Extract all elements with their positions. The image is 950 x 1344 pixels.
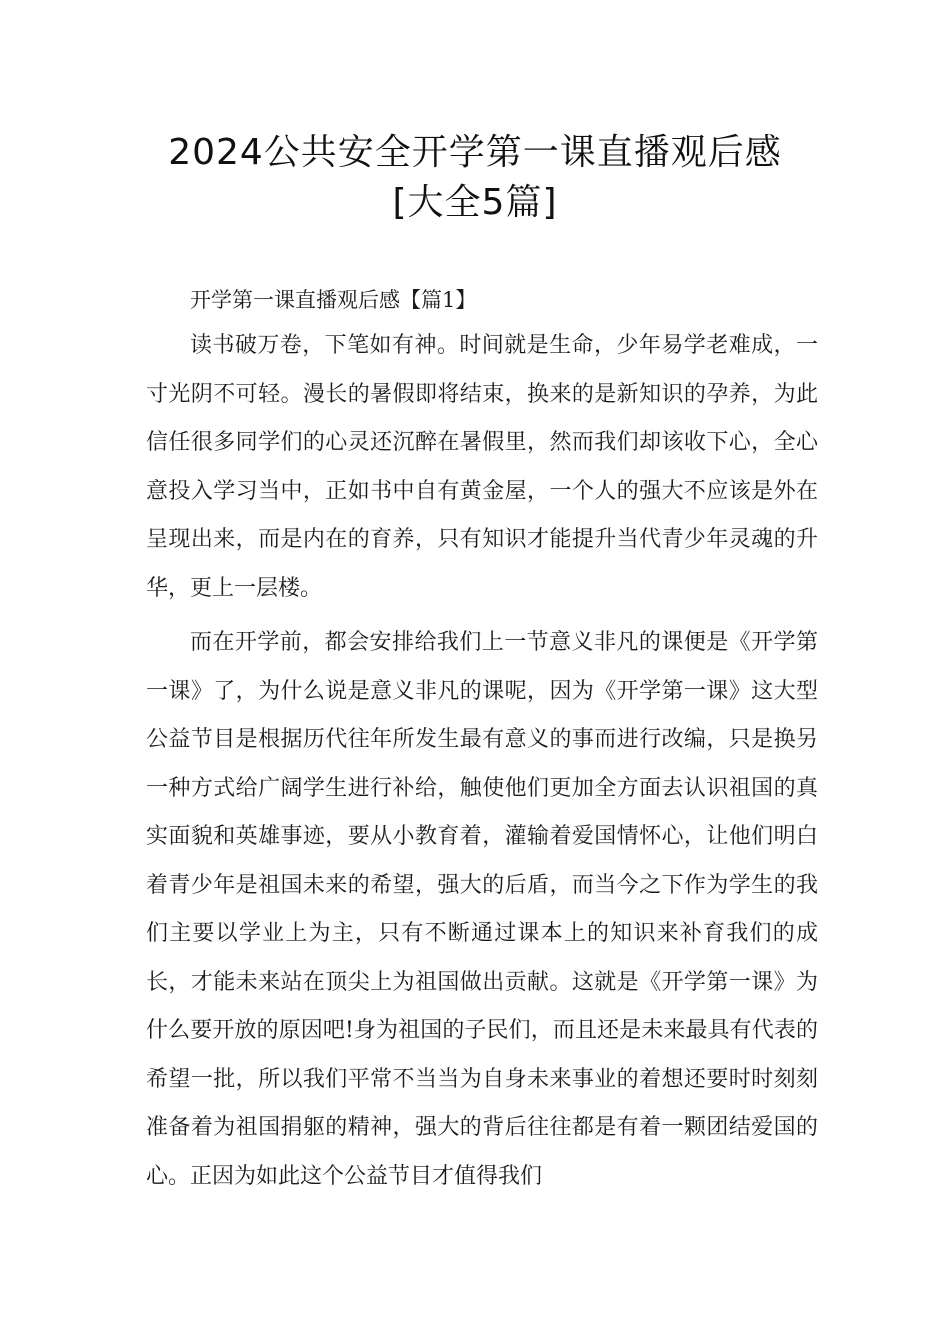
title-line-2: [大全5篇]: [392, 182, 558, 223]
section-heading: 开学第一课直播观后感【篇1】: [190, 288, 477, 312]
title-line-1: 2024公共安全开学第一课直播观后感: [168, 132, 782, 173]
paragraph-2: 而在开学前，都会安排给我们上一节意义非凡的课便是《开学第一课》了，为什么说是意义非凡的课呢，因为《开学第一课》这大型公益节目是根据历代往年所发生最有意义的事而进行改编，只是换另一种方式给广阔学生进行补给，触使他们更加全方面去认识祖国的真实面貌和英雄事迹，要从小教育着，灌输着爱国情怀心，让他们明白着青少年是祖国未来的希望，强大的后盾，而当今之下作为学生的我们主要以学业上为主，只有不断通过课本上的知识来补育我们的成长，才能未来站在顶尖上为祖国做出贡献。这就是《开学第一课》为什么要开放的原因吧!身为祖国的子民们，而且还是未来最具有代表的希望一批，所以我们平常不当当为自身未来事业的着想还要时时刻刻准备着为祖国捐躯的精神，强大的背后往往都是有着一颗团结爱国的心。正因为如此这个公益节目才值得我们: [146, 630, 818, 1189]
document-title: [0, 128, 950, 228]
document-body: [146, 284, 818, 1201]
paragraph-1: 读书破万卷，下笔如有神。时间就是生命，少年易学老难成，一寸光阴不可轻。漫长的暑假即将结束，换来的是新知识的孕养，为此信任很多同学们的心灵还沉醉在暑假里，然而我们却该收下心，全心意投入学习当中，正如书中自有黄金屋，一个人的强大不应该是外在呈现出来，而是内在的育养，只有知识才能提升当代青少年灵魂的升华，更上一层楼。: [146, 333, 818, 601]
